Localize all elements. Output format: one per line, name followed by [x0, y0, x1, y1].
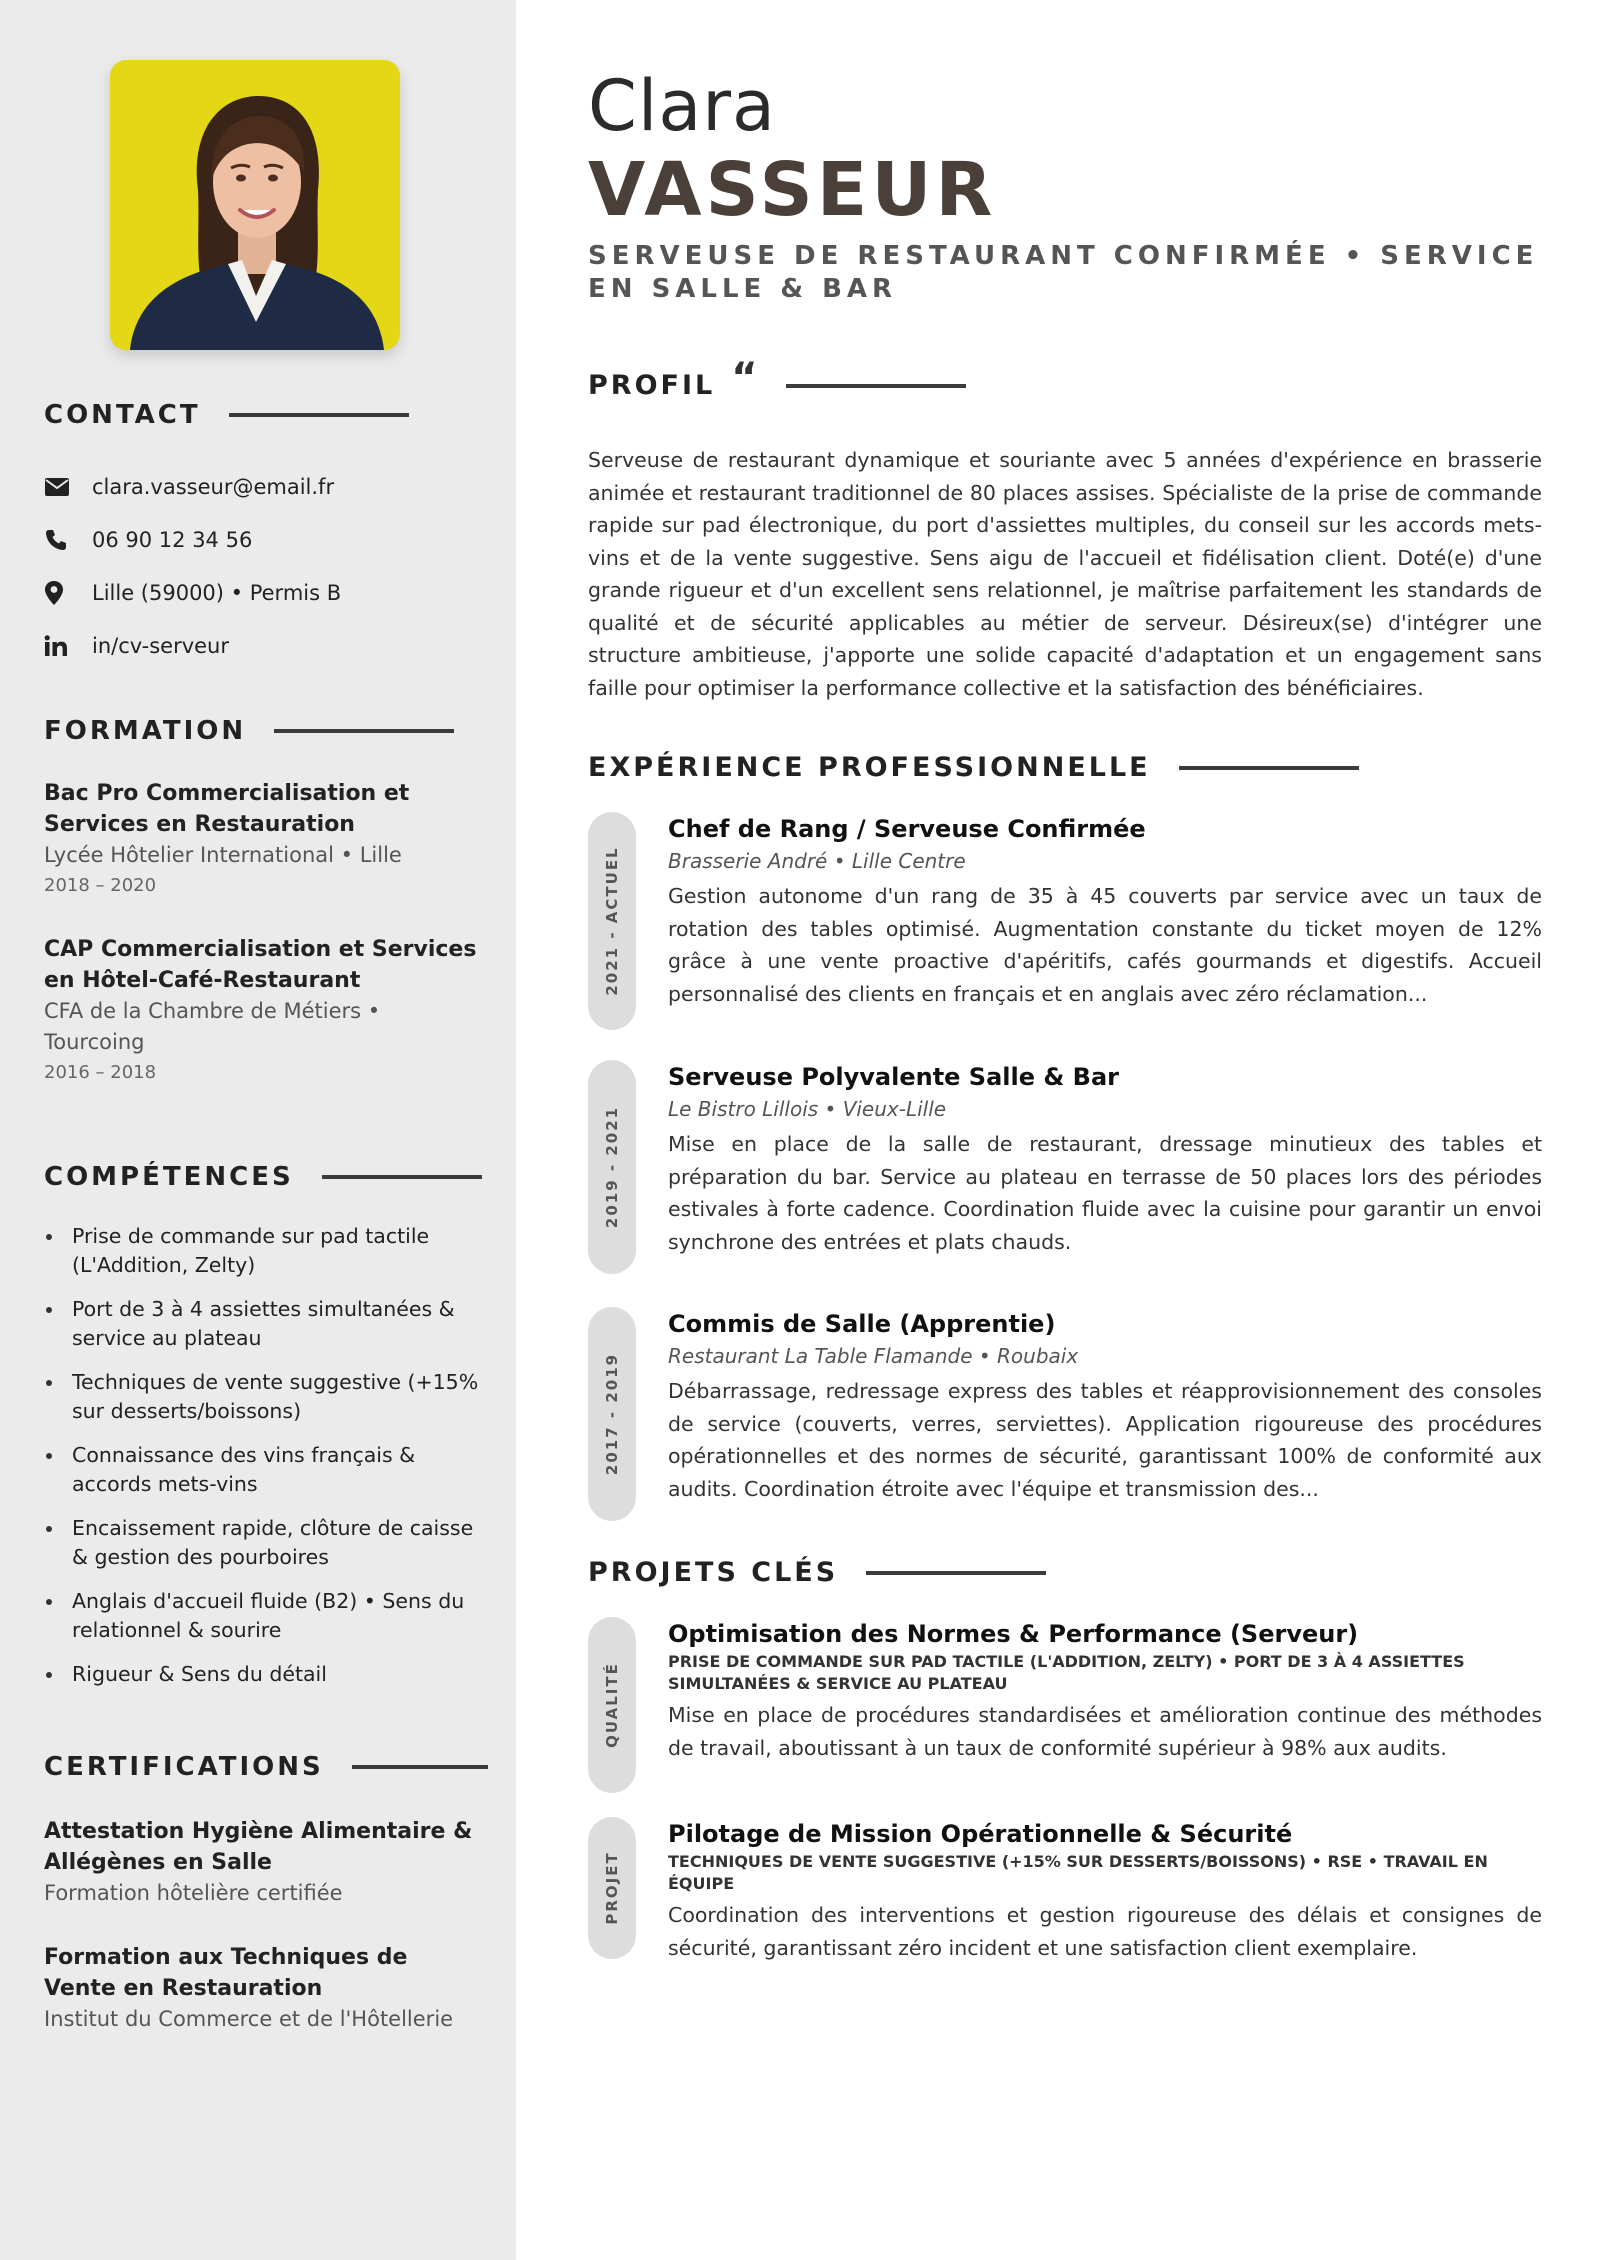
contact-heading	[44, 400, 409, 430]
experience-item	[588, 1307, 1542, 1527]
skill-text: Rigueur & Sens du détail	[72, 1662, 327, 1686]
sidebar	[0, 0, 516, 2260]
main-content	[516, 0, 1600, 2260]
project-title: Pilotage de Mission Opérationnelle & Sécurité	[668, 1820, 1293, 1848]
experience-title: Commis de Salle (Apprentie)	[668, 1310, 1056, 1338]
formation-title: Bac Pro Commercialisation et Services en Restauration	[44, 781, 410, 837]
portrait-illustration	[110, 60, 400, 350]
formation-heading-text: FORMATION	[44, 716, 247, 746]
contact-email[interactable]	[44, 460, 484, 513]
experience-description: Débarrassage, redressage express des tables et réapprovisionnement des consoles de service (couverts, verres, serviettes). Application rigoureuse des procédures opérationnelles et des normes de sécurité, garantissant 100% de conformité aux audits. Coordination étroite avec l'équipe et transmission des...	[668, 1379, 1542, 1501]
contact-location-text: Lille (59000) • Permis B	[92, 580, 342, 605]
experience-item	[588, 812, 1542, 1032]
certification-issuer: Formation hôtelière certifiée	[44, 1881, 343, 1905]
contact-linkedin[interactable]	[44, 619, 484, 672]
formation-school: Lycée Hôtelier International • Lille	[44, 843, 402, 867]
bullet-icon	[46, 1599, 52, 1605]
bullet-icon	[46, 1453, 52, 1459]
contact-email-text: clara.vasseur@email.fr	[92, 474, 335, 499]
certification-item	[44, 1942, 484, 2035]
project-body	[668, 1617, 1542, 1764]
experience-place: Le Bistro Lillois • Vieux-Lille	[668, 1097, 947, 1121]
contact-phone[interactable]	[44, 513, 484, 566]
certifications-heading	[44, 1752, 488, 1782]
skill-item	[44, 1368, 484, 1426]
formation-item	[44, 778, 484, 901]
project-skills: PRISE DE COMMANDE SUR PAD TACTILE (L'ADDITION, ZELTY) • PORT DE 3 À 4 ASSIETTES SIMULTANÉES & SERVICE AU PLATEAU	[668, 1652, 1465, 1693]
contact-list	[44, 460, 484, 672]
experience-place: Brasserie André • Lille Centre	[668, 849, 966, 873]
project-item	[588, 1617, 1542, 1797]
heading-rule	[866, 1571, 1046, 1575]
skill-text: Anglais d'accueil fluide (B2) • Sens du relationnel & sourire	[72, 1589, 465, 1642]
last-name: VASSEUR	[588, 147, 997, 233]
formation-dates: 2018 – 2020	[44, 875, 157, 896]
experience-heading-text: EXPÉRIENCE PROFESSIONNELLE	[588, 752, 1151, 783]
project-tag: QUALITÉ	[603, 1662, 621, 1748]
skill-item	[44, 1514, 484, 1572]
heading-rule	[322, 1175, 482, 1179]
contact-phone-text: 06 90 12 34 56	[92, 527, 253, 552]
project-tag: PROJET	[603, 1851, 621, 1925]
profil-heading-text: PROFIL	[588, 370, 716, 401]
profil-text: Serveuse de restaurant dynamique et souriante avec 5 années d'expérience en brasserie animée et restaurant traditionnel de 80 places assises. Spécialiste de la prise de commande rapide sur pad électronique, du port d'assiettes multiples, du conseil sur les accords mets-vins et de la vente suggestive. Sens aigu de l'accueil et fidélisation client. Doté(e) d'une grande rigueur et d'un excellent sens relationnel, je maîtrise parfaitement les standards de qualité et de sécurité applicables au métier de serveur. Désireux(se) d'intégrer une structure ambitieuse, j'apporte une solide capacité d'adaptation et un engagement sans faille pour optimiser la performance collective et la satisfaction des bénéficiaires.	[588, 448, 1542, 700]
bullet-icon	[46, 1307, 52, 1313]
project-description: Mise en place de procédures standardisées et amélioration continue des méthodes de travail, aboutissant à un taux de conformité supérieur à 98% aux audits.	[668, 1703, 1542, 1760]
skill-text: Techniques de vente suggestive (+15% sur desserts/boissons)	[72, 1370, 479, 1423]
project-body	[668, 1817, 1542, 1964]
skill-item	[44, 1587, 484, 1645]
envelope-icon	[44, 472, 80, 502]
skill-text: Port de 3 à 4 assiettes simultanées & service au plateau	[72, 1297, 455, 1350]
certification-title: Formation aux Techniques de Vente en Restauration	[44, 1945, 408, 2001]
period-pill	[588, 1060, 636, 1274]
linkedin-icon	[44, 631, 80, 661]
period-label: 2019 - 2021	[603, 1105, 621, 1229]
experience-item	[588, 1060, 1542, 1280]
heading-rule	[229, 413, 409, 417]
quote-icon: “	[731, 354, 758, 401]
projets-heading-text: PROJETS CLÉS	[588, 1557, 839, 1588]
bullet-icon	[46, 1234, 52, 1240]
project-title: Optimisation des Normes & Performance (Serveur)	[668, 1620, 1359, 1648]
location-pin-icon	[44, 578, 80, 608]
experience-body	[668, 1307, 1542, 1505]
competences-heading	[44, 1162, 482, 1192]
heading-rule	[352, 1765, 488, 1769]
heading-rule	[274, 729, 454, 733]
project-tag-pill	[588, 1817, 636, 1959]
certification-issuer: Institut du Commerce et de l'Hôtellerie	[44, 2007, 454, 2031]
project-description: Coordination des interventions et gestion rigoureuse des délais et consignes de sécurité, garantissant zéro incident et une satisfaction client exemplaire.	[668, 1903, 1542, 1960]
profile-photo	[110, 60, 400, 350]
period-pill	[588, 1307, 636, 1521]
skill-item	[44, 1441, 484, 1499]
contact-location	[44, 566, 484, 619]
bullet-icon	[46, 1526, 52, 1532]
skill-text: Connaissance des vins français & accords mets-vins	[72, 1443, 416, 1496]
projets-heading	[588, 1557, 1046, 1588]
experience-place: Restaurant La Table Flamande • Roubaix	[668, 1344, 1079, 1368]
first-name: Clara	[588, 65, 776, 147]
skills-list	[44, 1222, 484, 1704]
experience-description: Mise en place de la salle de restaurant, dressage minutieux des tables et préparation du bar. Service au plateau en terrasse de 50 places lors des périodes estivales à forte cadence. Coordination fluide avec la cuisine pour garantir un envoi synchrone des entrées et plats chauds.	[668, 1132, 1542, 1254]
certifications-heading-text: CERTIFICATIONS	[44, 1752, 324, 1782]
competences-heading-text: COMPÉTENCES	[44, 1162, 294, 1192]
phone-icon	[44, 525, 80, 555]
period-label: 2017 - 2019	[603, 1352, 621, 1476]
formation-dates: 2016 – 2018	[44, 1062, 157, 1083]
contact-linkedin-text: in/cv-serveur	[92, 633, 229, 658]
experience-body	[668, 1060, 1542, 1258]
project-skills: TECHNIQUES DE VENTE SUGGESTIVE (+15% SUR DESSERTS/BOISSONS) • RSE • TRAVAIL EN ÉQUIPE	[668, 1852, 1488, 1893]
skill-item	[44, 1222, 484, 1280]
certification-title: Attestation Hygiène Alimentaire & Allégènes en Salle	[44, 1819, 473, 1875]
contact-heading-text: CONTACT	[44, 400, 201, 430]
experience-description: Gestion autonome d'un rang de 35 à 45 couverts par service avec un taux de rotation des tables optimisé. Augmentation constante du ticket moyen de 12% grâce à une vente proactive d'apéritifs, cafés gourmands et digestifs. Accueil personnalisé des clients en français et en anglais avec zéro réclamation...	[668, 884, 1542, 1006]
period-pill	[588, 812, 636, 1030]
job-title: SERVEUSE DE RESTAURANT CONFIRMÉE • SERVICE EN SALLE & BAR	[588, 241, 1539, 304]
skill-text: Prise de commande sur pad tactile (L'Addition, Zelty)	[72, 1224, 430, 1277]
skill-text: Encaissement rapide, clôture de caisse & gestion des pourboires	[72, 1516, 474, 1569]
experience-title: Chef de Rang / Serveuse Confirmée	[668, 815, 1146, 843]
heading-rule	[786, 384, 966, 388]
formation-school: CFA de la Chambre de Métiers • Tourcoing	[44, 999, 381, 1054]
period-label: 2021 - ACTUEL	[603, 846, 621, 996]
experience-heading	[588, 752, 1359, 783]
experience-title: Serveuse Polyvalente Salle & Bar	[668, 1063, 1119, 1091]
profil-heading	[588, 354, 966, 401]
project-tag-pill	[588, 1617, 636, 1793]
formation-title: CAP Commercialisation et Services en Hôtel-Café-Restaurant	[44, 937, 477, 993]
formation-heading	[44, 716, 454, 746]
bullet-icon	[46, 1380, 52, 1386]
skill-item	[44, 1295, 484, 1353]
skill-item	[44, 1660, 484, 1689]
experience-body	[668, 812, 1542, 1010]
bullet-icon	[46, 1672, 52, 1678]
project-item	[588, 1817, 1542, 1967]
formation-item	[44, 934, 484, 1088]
heading-rule	[1179, 766, 1359, 770]
certification-item	[44, 1816, 484, 1909]
